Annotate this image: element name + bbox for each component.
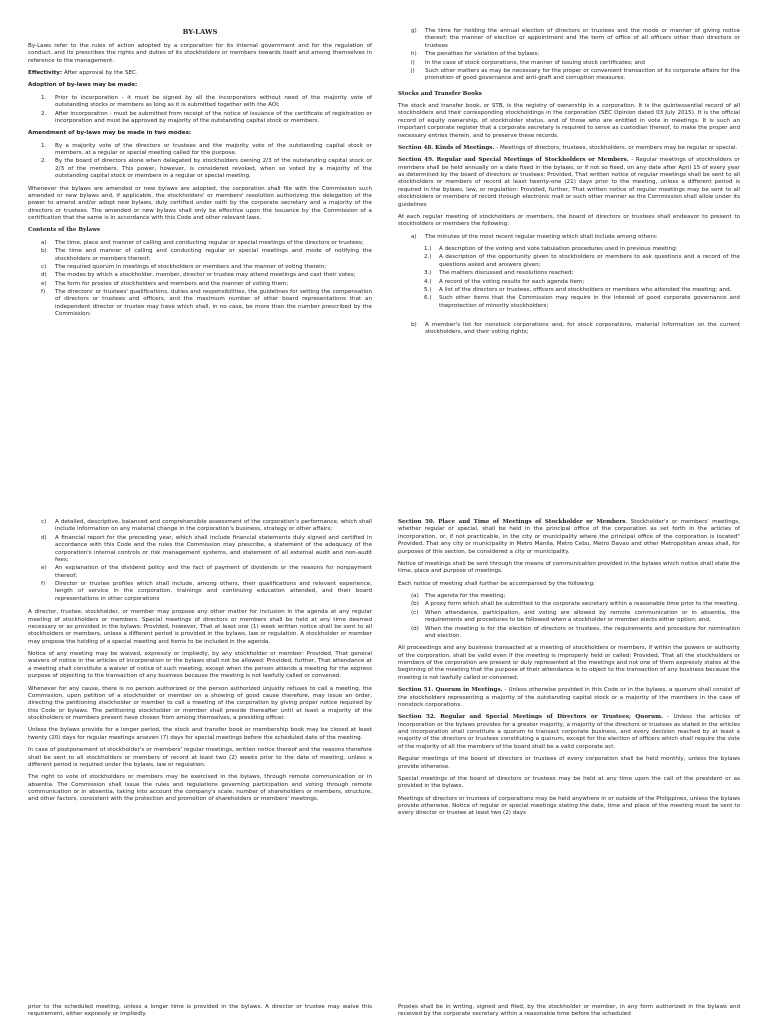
stock-transfer-books-paragraph: The stock and transfer book, or STB, is the registry of ownership in a corporation. It is the quintessential record of all stockholders and their corresponding stockholdings in the corporation (SEC Opinion dated 03 July 2015). It is the official record of equity ownership, of stockholder status, and of those who are entitled in vote in meetings. It is such an important corporate register that a corporate secretary is required to serve as custodian thereof, to make the proper and necessary entries therein, and to preserve these records.: [398, 103, 740, 139]
section-51-paragraph: [398, 687, 740, 709]
section-49-paragraph: [398, 157, 740, 209]
section-48-text: - Meetings of directors, trustees, stockholders, or members may be regular or special.: [494, 144, 738, 151]
item-text: The matters discussed and resolutions reached;: [439, 270, 574, 277]
section-52-text: - Unless the articles of incorporation or the bylaws provides for a greater majority, a majority of the directors or trustees as stated in the articles and incorporation shall constitute a quorum to transact corporate business, and every decision reached by at least a majority of the directors or trustees constituting a quorum, except for the election of officers which shall require the vote of the majority of all the members of the board shall be a valid corporate act.: [398, 714, 741, 750]
effectivity-paragraph: [28, 70, 372, 77]
item-text: A record of the voting results for each agenda item;: [439, 278, 585, 285]
item-text: The agenda for the meeting;: [425, 593, 506, 599]
list-item: [424, 287, 740, 294]
each-regular-meeting-paragraph: At each regular meeting of stockholders or members, the board of directors or trustees shall endeavor to present to stockholders or members the following:: [398, 213, 740, 228]
list-item: [411, 601, 740, 608]
page2-right-column: [398, 519, 740, 823]
item-marker: f): [41, 289, 46, 296]
closing-of-stb-paragraph: Unless the bylaws provide for a longer period, the stock and transfer book or membership book may be closed at least twenty (20) days for regular meetings arseven (7) days for special meetings before the scheduled date of the meeting.: [28, 727, 372, 741]
list-item: [41, 248, 372, 263]
list-item: [41, 289, 372, 319]
postponement-paragraph: In case of postponement of stockholder's or members' regular meetings, written notice thereof and the reasons therefore shall be sent to all stockholders or members of record at least two (2) weeks prior to the date of meeting, unless a different period is required under the bylaws, law or regulation.: [28, 747, 372, 768]
effectivity-label: Effectivity:: [28, 70, 63, 77]
list-item: [411, 68, 740, 83]
page1-left-column: [28, 28, 372, 324]
page3-left-column: [28, 1004, 372, 1024]
item-marker: d): [41, 534, 47, 541]
remote-voting-paragraph: The right to vote of stockholders or members may be exercised in the bylaws, through remote communication or in absentia. The Commission shall issue the rules and regulations governing participation and voting through remote communication or in absentia, taking into account the company's scale, number of shareholders or members, structure, and other factors, consistent with the protection and promotion of shareholders or members' meetings.: [28, 774, 372, 803]
agenda-proposal-paragraph: A director, trustee, stockholder, or member may propose any other matter for inclusion in the agenda at any regular meeting of stockholders or members. Special meetings of directors or members shall be held at any time deemed necessary or as provided in the bylaws: Provided, however, That at least one (1) week written notice shall be sent to all stockholders or members, unless a different period is provided in the bylaws, law or regulation. A stockholder or member may propose the holding of a special meeting and items to be included in the agenda.: [28, 609, 372, 645]
section-49-text: - Regular meetings of stockholders or members shall be held annually on a date fixed in the bylaws, or if not so fixed, on any date after April 15 of every year as determined by the board of directors or trustees: Provided, That written notice of regular meetings shall be sent to all stockholders or members of record at least twenty-one (21) days prior to the meeting, unless a different period is required in the bylaws, law, or regulation: Provided, further, That written notice of regular meetings may be sent to all stockholders or members of record through electronic mail or such other manner as the Commission shall allow under its guidelines: [398, 157, 740, 208]
item-text: When the meeting is for the election of directors or trustees, the requirements and procedure for nomination and election.: [425, 625, 740, 639]
section-52-paragraph: [398, 714, 740, 751]
section-50-paragraph: [398, 519, 740, 556]
item-text: After incorporation - must be submitted from receipt of the notice of issuance of the certificate of registration or incorporation and must be approved by majority of the outstanding capital stock or members.: [55, 110, 372, 124]
list-item: [41, 535, 372, 565]
list-item: [41, 111, 372, 126]
item-marker: h): [411, 51, 417, 58]
item-text: An explanation of the dividend policy and the fact of payment of dividends or the reasons for nonpayment thereof;: [55, 565, 372, 579]
notice-items-list: [398, 593, 740, 640]
item-text: The directors' or trustees' qualifications, duties and responsibilities, the guidelines for setting the compensation of directors or trustees and officers, and the maximum number of other board representations that an independent director or trustee may have which shall, in no case, be more than the number prescribed by the Commission;: [55, 289, 372, 318]
stock-transfer-books-heading: Stocks and Transfer Books: [398, 90, 482, 97]
notice-accompaniment-paragraph: Each notice of meeting shall further be accompanied by the following:: [398, 580, 596, 587]
list-item: [411, 28, 740, 50]
valid-proceedings-paragraph: All proceedings and any business transacted at a meeting of stockholders or members, if within the powers or authority of the corporation, shall be valid even if the meeting is improperly held or called: Provided, That all the stockholders or members of the corporation are present or duly represented at the meetings and not one of them expressly states at the beginning of the meeting that the purpose of their attendance is to object to the transaction of any business because the meeting is not lawfully called or convened.: [398, 645, 740, 681]
item-marker: i): [411, 59, 415, 66]
item-marker: d): [41, 272, 47, 279]
list-item: [41, 565, 372, 580]
item-marker: a): [411, 233, 417, 240]
item-marker: 2.: [41, 110, 47, 117]
proxies-paragraph: Proxies shall be in writing, signed and filed, by the stockholder or member, in any form authorized in the bylaws and received by the corporate secretary within a reasonable time before the scheduled: [398, 1004, 740, 1018]
list-item: [424, 254, 740, 269]
item-text: Such other items that the Commission may require in the interest of good corporate governance and theprotection of minority stockholders;: [439, 295, 740, 309]
regular-meeting-items: [398, 234, 740, 241]
item-text: By the board of directors alone when delegated by stockholders owning 2/3 of the outstanding capital stock or 2/3 of the members. This power, however, is considered revoked, when so voted by a majority of the outstanding capital stock or members in a regular or special meeting.: [55, 158, 372, 180]
item-text: Director or trustee profiles which shall include, among others, their qualifications and relevant experience, length of service in the corporation, trainings and continuing education attended, and their board representations in other corporations: [55, 581, 372, 602]
item-marker: 1.: [41, 142, 47, 149]
adoption-heading: Adoption of by-laws may be made:: [28, 82, 138, 89]
item-marker: c): [41, 519, 47, 525]
item-text: The time and manner of calling and conducting regular or special meetings and mode of notifying the stockholders or members thereof;: [55, 248, 372, 262]
regular-board-meetings-paragraph: Regular meetings of the board of directors or trustees of every corporation shall be held monthly, unless the bylaws provide otherwise.: [398, 756, 740, 770]
amendment-heading: Amendment of by-laws may be made in two modes:: [28, 130, 192, 137]
list-item: [411, 322, 740, 337]
item-marker: 2.: [41, 158, 47, 165]
item-text: The modes by which a stockholder, member, director or trustee may attend meetings and cast their votes;: [55, 272, 356, 279]
list-item: [41, 281, 372, 288]
section-49-heading: Section 49. Regular and Special Meetings of Stockholders or Members.: [398, 157, 629, 164]
item-text: In the case of stock corporations, the manner of issuing stock certificates; and: [425, 59, 645, 66]
item-text: The required quorum in meetings of stockholders or members and the manner of voting therein;: [55, 263, 327, 270]
item-marker: 6.): [424, 295, 432, 302]
item-marker: (b): [411, 601, 419, 608]
list-item: [424, 279, 740, 286]
item-marker: e): [41, 280, 47, 287]
item-text: The time, place and manner of calling and conducting regular or special meetings of the directors or trustees;: [55, 239, 364, 246]
contents-heading: Contents of the Bylaws: [28, 227, 101, 234]
contents-list: [28, 240, 372, 319]
item-text: Such other matters as may be necessary for the proper or convenient transaction of its corporate affairs for the promotion of good governance and anti-graft and corruption measures.: [425, 67, 740, 82]
item-marker: e): [41, 565, 47, 572]
item-text: A description of the opportunity given to stockholders or members to ask questions and a record of the questions asked and answers given;: [439, 254, 740, 268]
item-text: By a majority vote of the directors or trustees and the majority vote of the outstanding capital stock or members, at a regular or special meeting called for the purpose.: [55, 142, 372, 157]
item-marker: b): [41, 248, 47, 255]
item-text: A detailed, descriptive, balanced and comprehensible assessment of the corporation's performance, which shall include information on any material change in the corporation's business, strategy or other affairs;: [55, 519, 372, 533]
page2-left-column: [28, 519, 372, 809]
list-item: [411, 610, 740, 625]
item-text: A description of the voting and vote tabulation procedures used in previous meeting:: [439, 246, 678, 252]
item-marker: 2.): [424, 254, 432, 261]
item-text: A list of the directors or trustees, officers and stockholders or members who attended the meeting; and,: [439, 286, 732, 293]
item-text: The time for holding the annual election of directors or trustees and the mode or manner of giving notice thereof; the manner of election or appointment and the term of office of all officers other than directors or trustees: [425, 28, 740, 49]
list-item: [424, 270, 740, 277]
section-51-text: - Unless otherwise provided in this Code or in the bylaws, a quorum shall consist of the stockholders representing a majority of the outstanding capital stock or a majority of the members in the case of nonstock corporations.: [398, 687, 740, 708]
item-text: The minutes of the most recent regular meeting which shall include among others:: [425, 233, 658, 240]
amended-bylaws-filing-paragraph: Whenever the bylaws are amended or new bylaws are adopted, the corporation shall file with the Commission such amended or new bylaws and, if applicable, the stockholders' or members' resolution authorizing the delegation of the power to amend and/or adopt new bylaws, duly certified under oath by the corporate secretary and a majority of the directors or trustees. The amended or new bylaws shall only be effective upon the issuance by the Commission of a certification that the same is in accordance with this Code and other relevant laws.: [28, 185, 372, 222]
list-item: [411, 593, 740, 600]
notice-means-paragraph: Notice of meetings shall be sent through the means of communication provided in the bylaws which notice shall state the time, place and purpose of meetings.: [398, 560, 740, 575]
list-item: [41, 272, 372, 279]
item-marker: 4.): [424, 278, 432, 285]
item-marker: 5.): [424, 286, 432, 293]
contents-list-continued: [398, 28, 740, 83]
item-marker: (a): [411, 593, 419, 599]
list-item: [411, 51, 740, 58]
item-marker: (d): [411, 625, 419, 632]
minutes-list: [398, 246, 740, 310]
item-marker: a): [41, 239, 47, 246]
list-item: [41, 95, 372, 110]
item-marker: c): [41, 263, 47, 270]
section-51-heading: Section 51. Quorum in Meetings.: [398, 687, 503, 694]
effectivity-text: After approval by the SEC.: [62, 70, 138, 77]
adoption-list: [28, 95, 372, 126]
item-marker: g): [411, 28, 417, 34]
list-item: [411, 60, 740, 67]
item-text: A proxy form which shall be submitted to the corporate secretary within a reasonable time prior to the meeting.: [425, 601, 740, 608]
regular-meeting-items-continued: [28, 519, 372, 603]
list-item: [411, 234, 740, 241]
list-item: [41, 158, 372, 180]
item-text: A financial report for the preceding year, which shall include financial statements duly signed and certified in accordance with this Code and the rules the Commission may prescribe, a statement of the adequacy of the corporation's internal controls or risk management systems, and statement of all external audit and non-audit fees;: [55, 534, 372, 563]
list-item: [41, 240, 372, 247]
bylaws-intro: By-Laws refer to the rules of action adopted by a corporation for its internal government and for the regulation of conduct, and its prescribes the rights and duties of its stockholders or members towards itself and among themselves in reference to the management.: [28, 42, 372, 64]
section-50-heading: Section 50. Place and Time of Meetings of Stockholder or Members: [398, 519, 626, 525]
item-marker: b): [411, 322, 417, 328]
list-item: [41, 581, 372, 603]
page1-right-column: [398, 28, 740, 342]
item-marker: f): [41, 581, 46, 587]
section-52-heading: Section 52. Regular and Special Meetings of Directors or Trustees; Quorum.: [398, 714, 663, 721]
item-text: The form for proxies of stockholders and members and the manner of voting them;: [55, 280, 289, 287]
item-text: A member's list for nonstock corporations and, for stock corporations, material information on the current stockholders, and their voting rights;: [425, 322, 740, 336]
list-item: [424, 246, 740, 253]
list-item: [41, 143, 372, 158]
item-text: When attendance, participation, and voting are allowed by remote communication or in absentia, the requirements and procedures to be followed when a stockholder or member elects either option; and,: [425, 609, 740, 624]
waiver-paragraph: prior to the scheduled meeting, unless a longer time is provided in the bylaws. A director or trustee may waive this requirement, either expressly or impliedly.: [28, 1004, 372, 1018]
section-50-text: . Stockholder's or members' meetings, whether regular or special, shall be held in the principal office of the corporation as set forth in the articles of incorporation, or, if not practicable, in the city or municipality where the principal office of the corporation is located" Provided, That any city or municipality in Metro Manila, Metro Cebu, Metro Davao and other Metropolitan areas shall, for purposes of this section, be considered a city or municipality.: [398, 519, 740, 555]
regular-meeting-items-b: [398, 322, 740, 337]
item-text: The penalties for violation of the bylaws;: [425, 51, 540, 58]
petition-to-call-meeting-paragraph: Whenever for any cause, there is no person authorized or the person authorized unjustly refuses to call a meeting, the Commission, upon petition of a stockholder or member on a showing of good cause therefore, may issue an order, directing the petitioning stockholder or member to call a meeting of the corporation by giving proper notice required by this Code or bylaws. The petitioning stockholder or member shall preside thereafter until at least a majority of the stockholders or members present have chosen from among themselves, a presiding officer.: [28, 685, 372, 721]
section-48-heading: Section 48. Kinds of Meetings.: [398, 144, 495, 151]
item-marker: (c): [411, 609, 419, 616]
list-item: [41, 264, 372, 271]
item-marker: j): [411, 67, 415, 74]
item-marker: 1.): [424, 246, 432, 252]
item-marker: 1.: [41, 94, 47, 101]
list-item: [424, 295, 740, 310]
special-board-meetings-paragraph: Special meetings of the board of directors or trustees may be held at any time upon the call of the president or as provided in the bylaws.: [398, 775, 740, 790]
list-item: [41, 519, 372, 534]
amendment-list: [28, 143, 372, 181]
item-marker: 3.): [424, 270, 432, 277]
document-title: BY-LAWS: [182, 28, 218, 36]
item-text: Prior to incorporation - it must be signed by all the incorporators without need of the majority vote of outstanding stocks or members as long as it is submitted together with the AOI;: [55, 94, 372, 109]
section-48-paragraph: [398, 145, 740, 152]
waiver-of-notice-paragraph: Notice of any meeting may be waived, expressly or impliedly, by any stockholder or member: Provided, That general waivers of notice in the articles of incorporation or the bylaws shall not be allowed: Provided, further, That attendance at a meeting shall constitute a waiver of notice of such meeting, except when the person attends a meeting for the express purpose of objecting to the transaction of any business because the meeting is not lawfully called or convened.: [28, 651, 372, 680]
meeting-location-paragraph: Meetings of directors or trustees of corporations may be held anywhere in or outside of the Philippines, unless the bylaws provide otherwise. Notice of regular or special meetings stating the date, time and place of the meeting must be sent to every director or trustee at least two (2) days: [398, 795, 740, 817]
list-item: [411, 626, 740, 641]
page3-right-column: [398, 1004, 740, 1024]
